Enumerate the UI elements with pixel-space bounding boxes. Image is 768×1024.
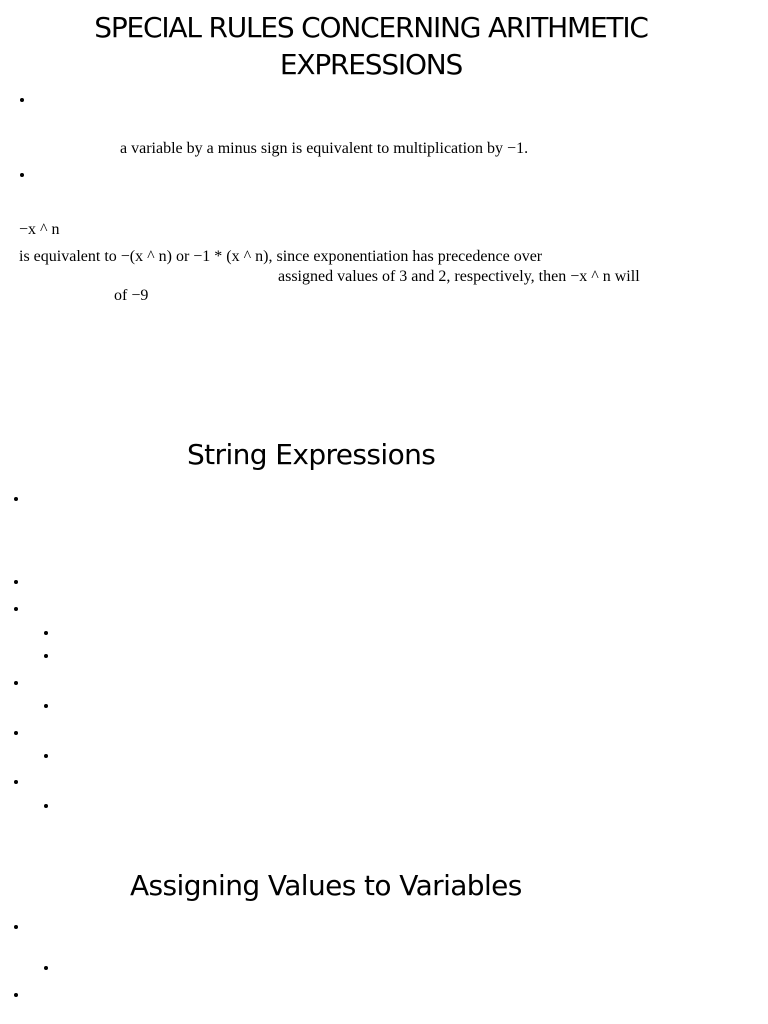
bullet [14, 580, 18, 584]
bullet [20, 173, 24, 177]
bullet [14, 731, 18, 735]
bullet [14, 993, 18, 997]
rule-text-line-4: of −9 [114, 287, 149, 304]
section-heading-assigning-values: Assigning Values to Variables [130, 869, 522, 902]
sub-bullet [44, 631, 48, 635]
page-title-line-1: SPECIAL RULES CONCERNING ARITHMETIC [94, 11, 648, 44]
sub-bullet [44, 654, 48, 658]
bullet [14, 780, 18, 784]
sub-bullet [44, 804, 48, 808]
bullet [14, 681, 18, 685]
bullet [14, 925, 18, 929]
sub-bullet [44, 966, 48, 970]
expression-text: −x ^ n [19, 221, 60, 238]
sub-bullet [44, 754, 48, 758]
bullet [14, 607, 18, 611]
rule-text-line-3: assigned values of 3 and 2, respectively, then −x ^ n will [278, 268, 640, 285]
rule-text-line-1: a variable by a minus sign is equivalent to multiplication by −1. [120, 140, 529, 157]
sub-bullet [44, 704, 48, 708]
rule-text-line-2: is equivalent to −(x ^ n) or −1 * (x ^ n), since exponentiation has precedence over [19, 248, 543, 265]
section-heading-string-expressions: String Expressions [187, 438, 436, 471]
bullet [20, 98, 24, 102]
bullet [14, 497, 18, 501]
page-title-line-2: EXPRESSIONS [279, 48, 463, 81]
